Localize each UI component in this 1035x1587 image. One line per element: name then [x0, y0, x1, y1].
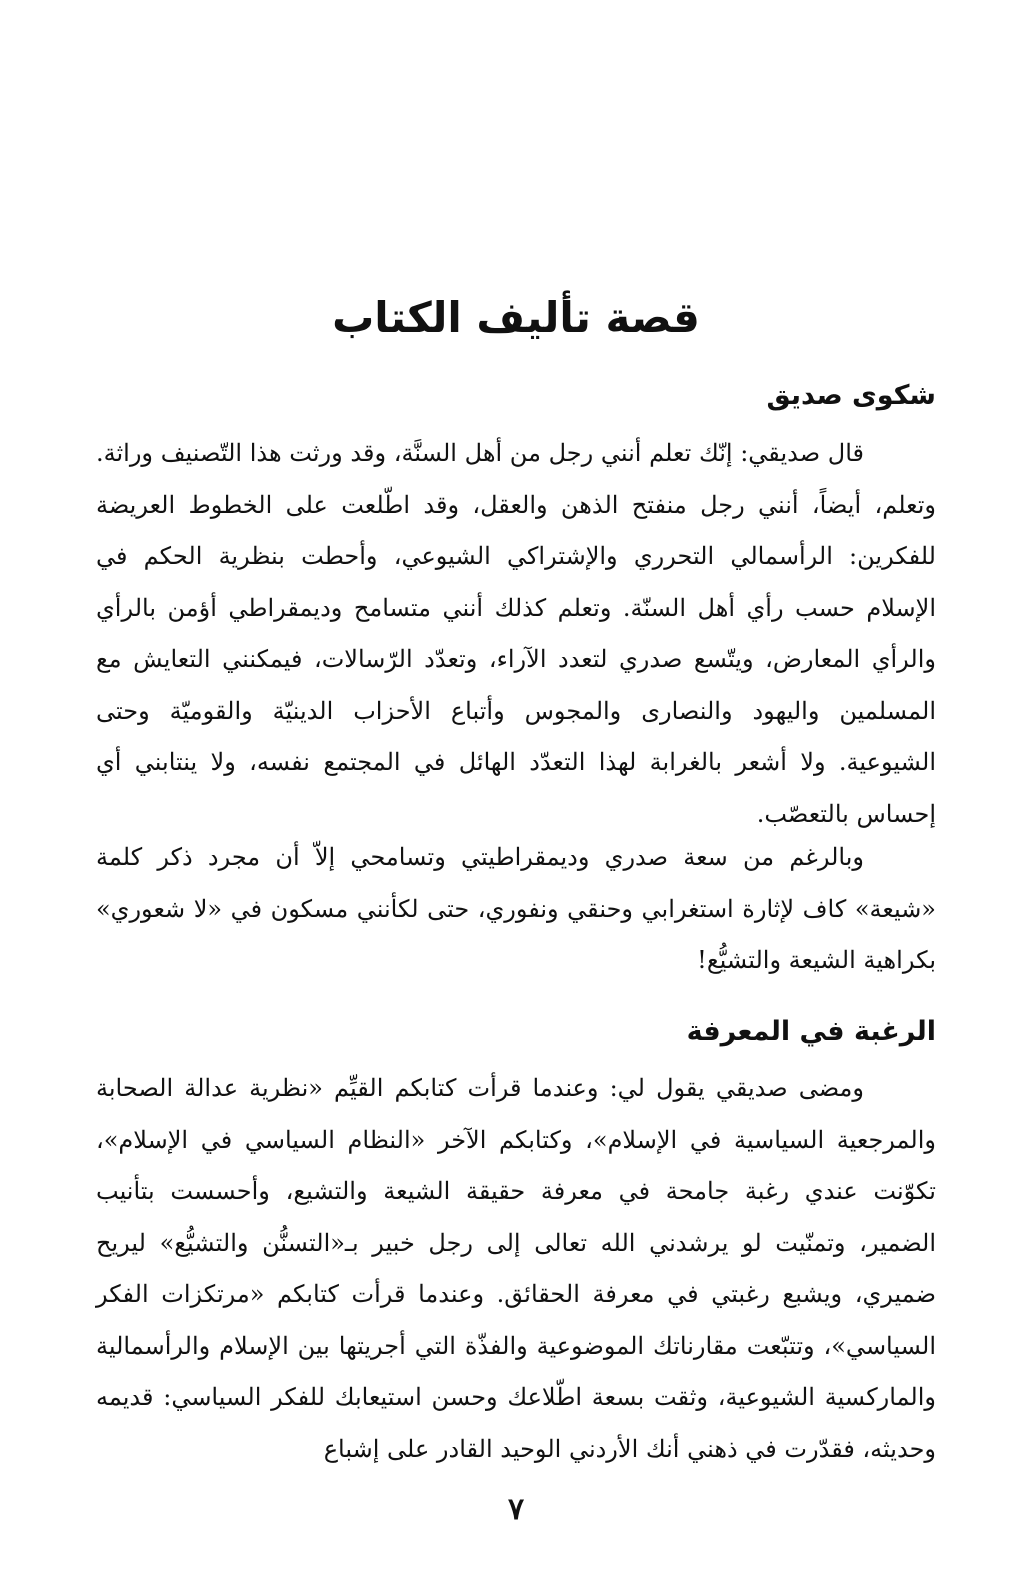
section-heading-desire-to-know: الرغبة في المعرفة	[686, 1016, 936, 1047]
page-number: ٧	[507, 1492, 525, 1527]
book-page	[96, 0, 936, 1587]
paragraph: وبالرغم من سعة صدري وديمقراطيتي وتسامحي إلاّ أن مجرد ذكر كلمة «شيعة» كاف لإثارة استغرابي وحنقي ونفوري، حتى لكأنني مسكون في «لا شعوري» بكراهية الشيعة والتشيُّع!	[96, 843, 936, 974]
section-heading-friend-complaint: شكوى صديق	[766, 380, 936, 411]
paragraph: قال صديقي: إنّك تعلم أنني رجل من أهل السنَّة، وقد ورثت هذا التّصنيف وراثة. وتعلم، أيضاً، أنني رجل منفتح الذهن والعقل، وقد اطّلعت على الخطوط العريضة للفكرين: الرأسمالي التحرري والإشتراكي الشيوعي، وأحطت بنظرية الحكم في الإسلام حسب رأي أهل السنّة. وتعلم كذلك أنني متسامح وديمقراطي أؤمن بالرأي والرأي المعارض، ويتّسع صدري لتعدد الآراء، وتعدّد الرّسالات، فيمكنني التعايش مع المسلمين واليهود والنصارى والمجوس وأتباع الأحزاب الدينيّة والقوميّة وحتى الشيوعية. ولا أشعر بالغرابة لهذا التعدّد الهائل في المجتمع نفسه، ولا ينتابني أي إحساس بالتعصّب.	[96, 439, 936, 828]
paragraph: ومضى صديقي يقول لي: وعندما قرأت كتابكم القيِّم «نظرية عدالة الصحابة والمرجعية السياسية في الإسلام»، وكتابكم الآخر «النظام السياسي في الإسلام»، تكوّنت عندي رغبة جامحة في معرفة حقيقة الشيعة والتشيع، وأحسست بتأنيب الضمير، وتمنّيت لو يرشدني الله تعالى إلى رجل خبير بـ«التسنُّن والتشيُّع» ليريح ضميري، ويشبع رغبتي في معرفة الحقائق. وعندما قرأت كتابكم «مرتكزات الفكر السياسي»، وتتبّعت مقارناتك الموضوعية والفذّة التي أجريتها بين الإسلام والرأسمالية والماركسية الشيوعية، وثقت بسعة اطّلاعك وحسن استيعابك للفكر السياسي: قديمه وحديثه، فقدّرت في ذهني أنك الأردني الوحيد القادر على إشباع	[96, 1074, 936, 1463]
chapter-title: قصة تأليف الكتاب	[332, 293, 700, 342]
